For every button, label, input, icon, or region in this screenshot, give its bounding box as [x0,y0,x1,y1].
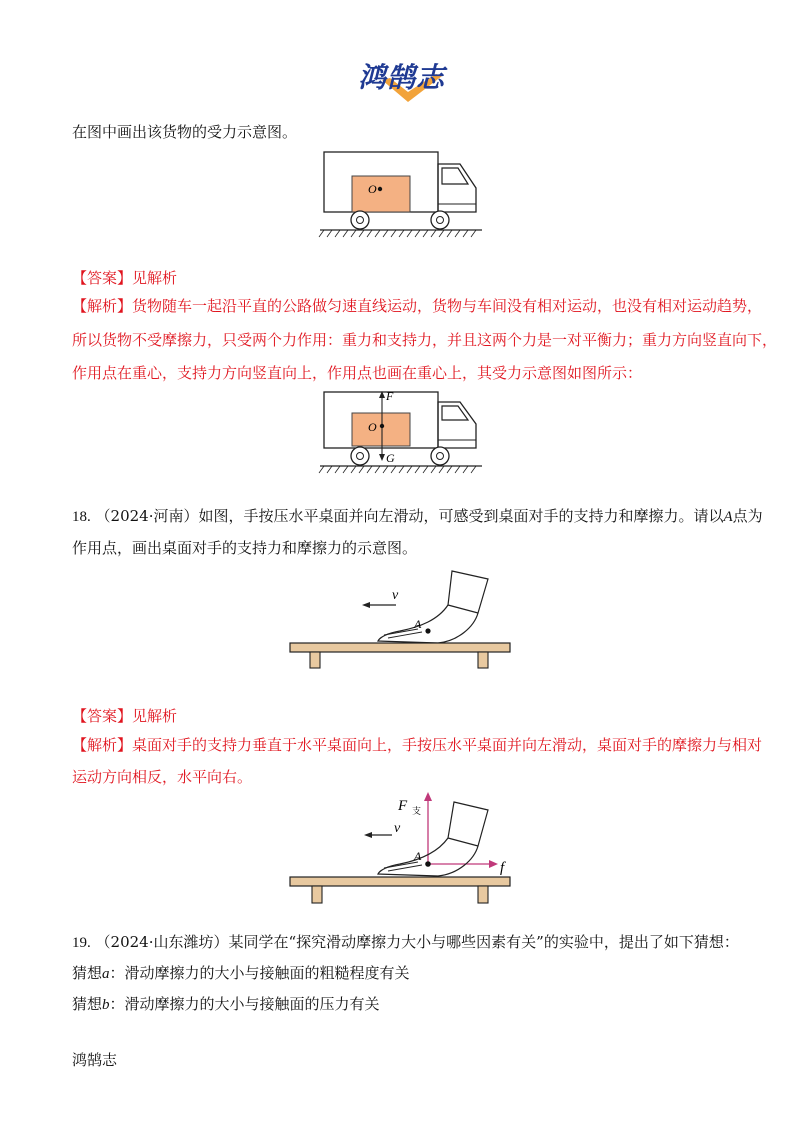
truck-solution-figure [318,388,518,478]
question-source: （2024·山东潍坊） [95,933,229,951]
wheel-icon [351,211,449,229]
force-label-F: F [386,389,394,403]
question-number: 18. [72,509,91,525]
arrow-up-icon [424,792,432,801]
header-logo [352,52,464,108]
point-A-label: A [414,617,422,631]
answer-label: 【答案】 [72,269,133,287]
q17-answer [72,268,177,288]
point-label-O: O [368,420,377,434]
fig1-point-label: O [368,182,377,196]
q17-analysis-line2: 所以货物不受摩擦力，只受两个力作用：重力和支持力，并且这两个力是一对平衡力；重力方向竖直向下， [72,331,778,349]
force-label-F: F [398,798,408,814]
truck-figure [318,148,518,248]
analysis-label: 【解析】 [72,736,133,754]
question-number: 19. [72,935,91,951]
answer-text: 见解析 [132,269,178,287]
q18-answer [72,706,177,726]
q19-guess-a: 猜想a：滑动摩擦力的大小与接触面的粗糙程度有关 [72,964,410,982]
question-source: （2024·河南） [95,507,199,525]
logo-text: 鸿鹄志 [358,61,446,94]
force-label-G: G [386,451,395,465]
velocity-label: v [394,821,401,836]
answer-label: 【答案】 [72,707,133,725]
q17-instruction: 在图中画出该货物的受力示意图。 [72,123,298,141]
force-label-f: f [500,860,505,876]
q18-analysis-line1: 【解析】桌面对手的支持力垂直于水平桌面向上，手按压水平桌面并向左滑动，桌面对手的摩擦力与相对 [72,736,763,754]
analysis-label: 【解析】 [72,297,133,315]
q17-analysis-line3: 作用点在重心，支持力方向竖直向上，作用点也画在重心上，其受力示意图如图所示： [72,364,643,382]
force-subscript: 支 [412,807,422,817]
hand-table-solution-figure [288,788,528,913]
arrow-down-icon [379,454,385,461]
arrow-left-icon [364,832,372,838]
q18-analysis-line2: 运动方向相反，水平向右。 [72,768,253,786]
arrow-right-icon [489,860,498,868]
arrow-left-icon [362,602,370,608]
velocity-label: v [392,588,399,603]
q17-analysis-line1: 【解析】货物随车一起沿平直的公路做匀速直线运动，货物与车间没有相对运动，也没有相对运动趋势， [72,297,763,315]
footer-text: 鸿鹄志 [72,1051,118,1069]
point-A-label: A [414,849,422,863]
answer-text: 见解析 [132,707,178,725]
hand-table-figure [288,565,518,675]
q19-guess-b: 猜想b：滑动摩擦力的大小与接触面的压力有关 [72,995,380,1013]
q18-question-line2: 作用点，画出桌面对手的支持力和摩擦力的示意图。 [72,539,418,557]
q19-question-line1: 19. （2024·山东潍坊）某同学在“探究滑动摩擦力大小与哪些因素有关”的实验中，提出了如下猜想： [72,933,739,951]
q18-question-line1: 18. （2024·河南）如图，手按压水平桌面并向左滑动，可感受到桌面对手的支持力和摩擦力。请以A点为 [72,507,763,525]
